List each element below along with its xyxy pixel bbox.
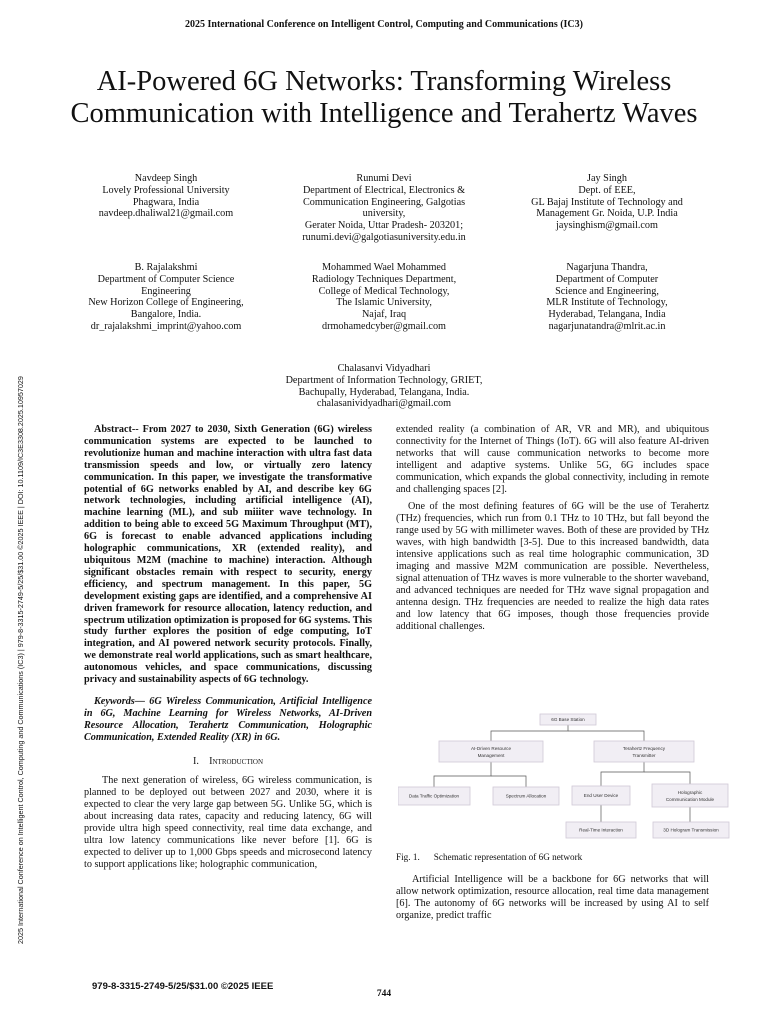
right-column-bottom xyxy=(396,874,709,922)
author-affiliation-line: Bachupally, Hyderabad, Telangana, India. xyxy=(298,386,470,398)
author-block-5 xyxy=(284,262,484,333)
author-affiliation-line: Science and Engineering, xyxy=(555,285,659,297)
edge-ai-dto xyxy=(434,762,491,787)
author-affiliation-line: Lovely Professional University xyxy=(102,184,230,196)
author-affiliation-line: jaysinghism@gmail.com xyxy=(556,220,658,232)
node-6g-base-station xyxy=(540,714,596,725)
svg-text:AI-Driven Resource: AI-Driven Resource xyxy=(470,746,512,751)
author-affiliation-line: chalasanividyadhari@gmail.com xyxy=(316,398,452,410)
figure-caption xyxy=(396,852,582,862)
author-affiliation-line: The Islamic University, xyxy=(336,297,432,309)
author-affiliation-line: MLR Institute of Technology, xyxy=(546,297,668,309)
author-block-4 xyxy=(56,262,276,333)
svg-text:End User Device: End User Device xyxy=(583,793,619,798)
author-name: Runumi Devi xyxy=(356,173,412,184)
node-data-traffic-optimization xyxy=(398,787,470,805)
keywords: Keywords— 6G Wireless Communication, Artificial Intelligence in 6G, Machine Learning for Wireless Networks, AI-Driven Resource Allocation, Terahertz Communication, Holographic Communication, Extended Reality (XR) in 6G. xyxy=(84,695,372,743)
abstract: Abstract-- From 2027 to 2030, Sixth Generation (6G) wireless communication systems are expected to be launched to revolutionize human and machine interaction with ultra fast data transmission speeds and low, or virtually zero latency communication. In this paper, we investigate the transformative potential of 6G networks enabled by AI, and describe key 6G network technologies, including artificial intelligence (AI), machine learning (ML), and sub miiiter wave technology. In addition to being able to exceed 5G Maximum Throughput (MT), 6G is forecast to enable advanced applications including holographic communications, XR (extended reality), and ubiquitous M2M (machine to machine) interaction. Although significant obstacles remain with respect to security, energy efficiency, and spectrum management. In this paper, 5G development existing gaps are identified, and a comprehensive AI driven framework for resource allocation, latency reduction, and spectrum utilization optimization is proposed for 6G systems. This study further explores the position of edge computing, IoT integration, and AI powered network security protocols. Finally, we demonstrate real world applications, such as smart healthcare, autonomous vehicles, and space communications, discussing privacy and sustainability aspects of 6G technology. xyxy=(84,424,372,686)
paper-title: AI-Powered 6G Networks: Transforming Wireless Communication with Intelligence and Terahertz Waves xyxy=(70,66,698,129)
author-affiliation-line: New Horizon College of Engineering, xyxy=(88,297,244,309)
edge-thz-holo xyxy=(644,772,690,784)
doi-sidebar xyxy=(12,244,28,944)
edge-ai-spec xyxy=(491,776,526,787)
author-affiliation-line: navdeep.dhaliwal21@gmail.com xyxy=(98,208,234,220)
node-terahertz-transmitter xyxy=(594,741,694,762)
author-name: Jay Singh xyxy=(587,173,627,184)
author-block-1 xyxy=(66,173,266,220)
author-affiliation-line: runumi.devi@galgotiasuniversity.edu.in xyxy=(302,231,466,243)
section-heading xyxy=(84,756,372,768)
left-column xyxy=(84,424,372,871)
author-affiliation-line: Management Gr. Noida, U.P. India xyxy=(536,208,678,220)
author-name: Mohammed Wael Mohammed xyxy=(321,262,447,273)
author-affiliation-line: Gerater Noida, Uttar Pradesh- 203201; xyxy=(304,220,464,232)
svg-text:Real-Time Interaction: Real-Time Interaction xyxy=(579,827,623,833)
svg-text:6G Base Station: 6G Base Station xyxy=(551,717,585,722)
svg-text:3D Hologram Transmission: 3D Hologram Transmission xyxy=(663,827,719,833)
section-number: I. xyxy=(192,755,199,767)
author-affiliation-line: Department of Electrical, Electronics & xyxy=(302,184,466,196)
svg-text:Data Traffic Optimization: Data Traffic Optimization xyxy=(408,793,460,799)
author-affiliation-line: Najaf, Iraq xyxy=(361,309,407,321)
author-block-6 xyxy=(502,262,712,333)
author-affiliation-line: Department of Computer xyxy=(555,273,659,285)
section-title: Introduction xyxy=(209,755,264,767)
node-ai-resource-management xyxy=(439,741,543,762)
author-affiliation-line: Communication Engineering, Galgotias xyxy=(302,196,466,208)
author-affiliation-line: Bangalore, India. xyxy=(130,309,202,321)
author-affiliation-line: Hyderabad, Telangana, India xyxy=(548,309,666,321)
node-spectrum-allocation xyxy=(493,787,559,805)
conference-header: 2025 International Conference on Intelligent Control, Computing and Communications (IC3) xyxy=(185,19,583,30)
node-holographic-module xyxy=(652,784,728,807)
ai-paragraph: Artificial Intelligence will be a backbone for 6G networks that will allow network optimization, resource allocation, real time data management [6]. The autonomy of 6G networks will be increased by using AI to self organize, predict traffic xyxy=(396,874,709,921)
author-affiliation-line: Dept. of EEE, xyxy=(578,184,636,196)
page-number: 744 xyxy=(376,989,392,999)
svg-text:Terahertz Frequency: Terahertz Frequency xyxy=(622,746,666,751)
svg-text:Holographic: Holographic xyxy=(677,790,703,795)
author-affiliation-line: College of Medical Technology, xyxy=(318,285,450,297)
intro-paragraph: The next generation of wireless, 6G wireless communication, is planned to be deployed out between 2027 and 2030, where it is expected to clear the very large gap between 5G. Unlike 5G, which is about increasing data rates, capacity and reducing latency, 6G will provide ultra high speed connectivity, real time data exchange, and ultra low latency communications like never before [1]. 6G is expected to deliver up to 1,000 Gbps speeds and microsecond latency to support applications like; holographic communication, xyxy=(84,775,372,870)
author-block-2 xyxy=(274,173,494,244)
author-block-3 xyxy=(502,173,712,232)
author-affiliation-line: university, xyxy=(362,208,406,220)
author-affiliation-line: Engineering xyxy=(141,285,191,297)
thz-paragraph: One of the most defining features of 6G will be the use of Terahertz (THz) frequencies, which run from 0.1 THz to 10 THz, but fall beyond the range used by 5G with millimeter waves. Both of these are provided by THz waves, with high bandwidth [3-5]. Due to this increased bandwidth, data intensive applications such as real time holographic communication, 3D imaging and massive M2M communication are possible. Nevertheless, signal attenuation of THz waves is more vulnerable to the shorter waveband, and advanced techniques are needed for THz wave signal propagation and antenna design. THz frequencies are needed to realize the high data rates and low latency that 6G imposes, though those frequencies provide additional challenges. xyxy=(396,501,709,632)
author-affiliation-line: Department of Information Technology, GRIET, xyxy=(285,374,483,386)
node-end-user-device xyxy=(572,786,630,805)
figure-caption-text: Schematic representation of 6G network xyxy=(433,852,583,862)
footer-isbn: 979-8-3315-2749-5/25/$31.00 ©2025 IEEE xyxy=(92,981,274,992)
author-name: B. Rajalakshmi xyxy=(134,262,198,273)
doi-sidebar-text: 2025 International Conference on Intelligent Control, Computing and Communications (IC3) | 979-8-3315-2749-5/25/$31.00 ©2025 IEEE | DOI: 10.1109/IC3E3308.2025.10957029 xyxy=(16,376,25,944)
node-real-time-interaction xyxy=(566,822,636,838)
svg-text:Communication Module: Communication Module xyxy=(665,797,715,802)
edge-root-ai xyxy=(491,725,568,741)
svg-text:Transmitter: Transmitter xyxy=(632,753,656,758)
edge-root-thz xyxy=(568,731,644,741)
author-affiliation-line: drmohamedcyber@gmail.com xyxy=(322,320,446,332)
node-3d-hologram-transmission xyxy=(653,822,729,838)
author-name: Nagarjuna Thandra, xyxy=(566,262,648,273)
figure-label: Fig. 1. xyxy=(396,852,420,862)
author-block-7 xyxy=(234,363,534,410)
svg-text:Management: Management xyxy=(477,753,505,758)
author-affiliation-line: Phagwara, India xyxy=(132,196,200,208)
svg-text:Spectrum Allocation: Spectrum Allocation xyxy=(505,793,547,799)
intro-paragraph-cont: extended reality (a combination of AR, VR and MR), and ubiquitous connectivity for the Internet of Things (IoT). 6G will also feature AI-driven networks that will cause communication networks to become more intelligent and adaptive systems. Unlike 5G, 6G includes space communication, which expands the global connectivity, including in remote and challenging spaces [2]. xyxy=(396,424,709,495)
edge-thz-eud xyxy=(601,762,644,786)
author-name: Chalasanvi Vidyadhari xyxy=(337,363,431,374)
author-affiliation-line: Department of Computer Science xyxy=(97,273,235,285)
author-affiliation-line: dr_rajalakshmi_imprint@yahoo.com xyxy=(90,320,242,332)
author-affiliation-line: GL Bajaj Institute of Technology and xyxy=(531,196,683,208)
author-affiliation-line: Radiology Techniques Department, xyxy=(311,273,457,285)
author-name: Navdeep Singh xyxy=(134,173,198,184)
figure-6g-network-diagram xyxy=(398,706,738,844)
author-affiliation-line: nagarjunatandra@mlrit.ac.in xyxy=(548,320,666,332)
right-column-top xyxy=(396,424,709,632)
